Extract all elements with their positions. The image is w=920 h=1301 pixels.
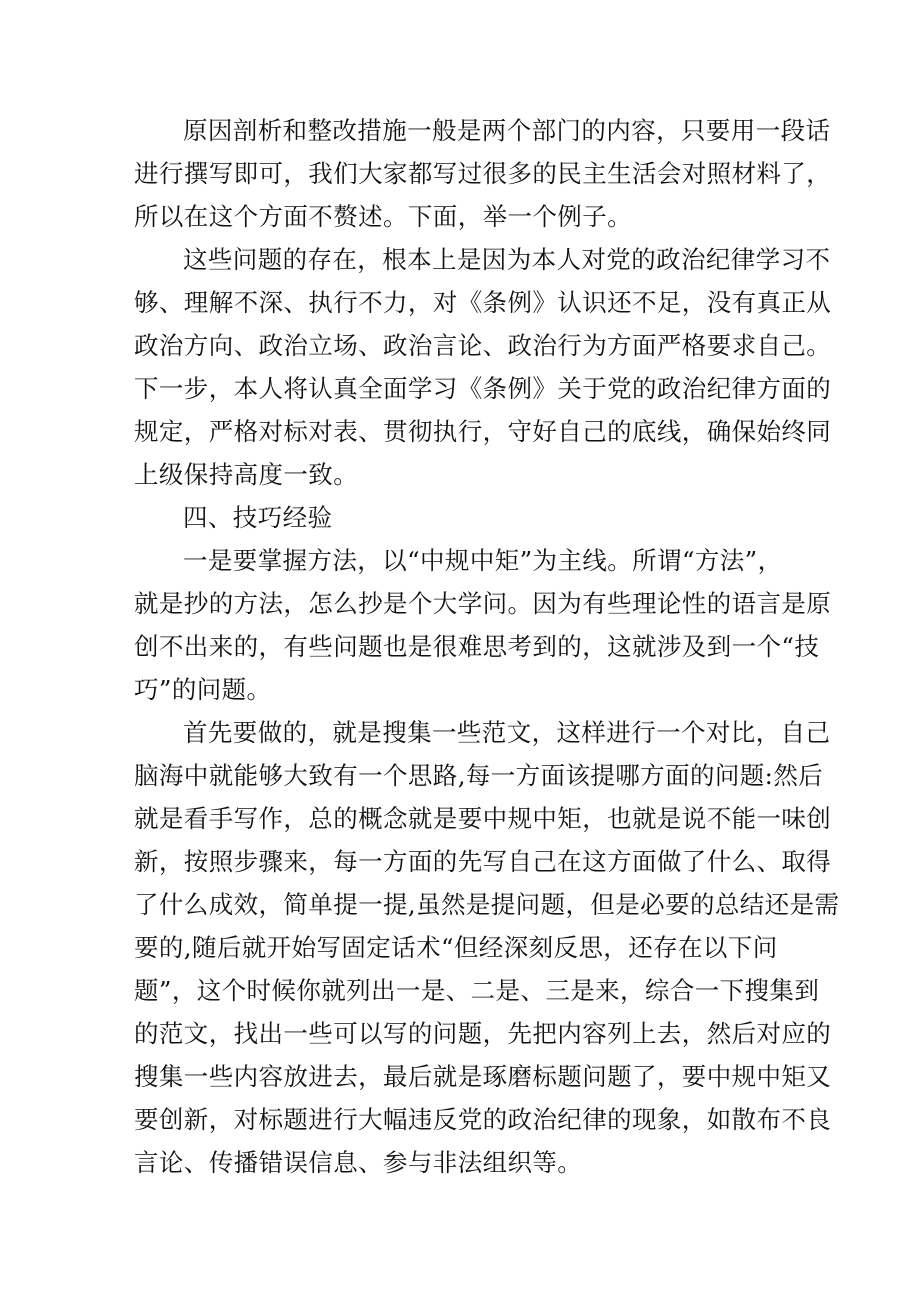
paragraph-1-line-1: 原因剖析和整改措施一般是两个部门的内容，只要用一段话	[183, 116, 831, 145]
paragraph-3-line-4: 巧”的问题。	[134, 675, 272, 704]
paragraph-4-line-8: 的范文，找出一些可以写的问题，先把内容列上去，然后对应的	[134, 1019, 832, 1048]
section-heading: 四、技巧经验	[183, 503, 333, 532]
paragraph-2-line-4: 下一步，本人将认真全面学习《条例》关于党的政治纪律方面的	[134, 374, 832, 403]
paragraph-2-line-3: 政治方向、政治立场、政治言论、政治行为方面严格要求自己。	[134, 331, 832, 360]
paragraph-3-line-2: 就是抄的方法，怎么抄是个大学问。因为有些理论性的语言是原	[134, 589, 832, 618]
paragraph-2-line-6: 上级保持高度一致。	[134, 460, 359, 489]
paragraph-2-line-5: 规定，严格对标对表、贯彻执行，守好自己的底线，确保始终同	[134, 417, 832, 446]
paragraph-1-line-3: 所以在这个方面不赘述。下面，举一个例子。	[134, 202, 632, 231]
paragraph-1-line-2: 进行撰写即可，我们大家都写过很多的民主生活会对照材料了，	[134, 159, 832, 188]
paragraph-2-line-1: 这些问题的存在，根本上是因为本人对党的政治纪律学习不	[183, 245, 831, 274]
paragraph-2-line-2: 够、理解不深、执行不力，对《条例》认识还不足，没有真正从	[134, 288, 832, 317]
paragraph-4-line-6: 要的,随后就开始写固定话术“但经深刻反思，还存在以下问	[134, 933, 778, 962]
paragraph-4-line-9: 搜集一些内容放进去，最后就是琢磨标题问题了，要中规中矩又	[134, 1062, 832, 1091]
paragraph-4-line-5: 了什么成效，简单提一提,虽然是提问题，但是必要的总结还是需	[134, 890, 840, 919]
paragraph-4-line-3: 就是看手写作，总的概念就是要中规中矩，也就是说不能一味创	[134, 804, 832, 833]
paragraph-4-line-1: 首先要做的，就是搜集一些范文，这样进行一个对比，自己	[183, 718, 831, 747]
paragraph-4-line-10: 要创新，对标题进行大幅违反党的政治纪律的现象，如散布不良	[134, 1105, 832, 1134]
paragraph-4-line-2: 脑海中就能够大致有一个思路,每一方面该提哪方面的问题:然后	[134, 761, 824, 790]
paragraph-3-line-1: 一是要掌握方法，以“中规中矩”为主线。所谓“方法”，	[183, 546, 783, 575]
paragraph-3-line-3: 创不出来的，有些问题也是很难思考到的，这就涉及到一个“技	[134, 632, 820, 661]
paragraph-4-line-4: 新，按照步骤来，每一方面的先写自己在这方面做了什么、取得	[134, 847, 832, 876]
paragraph-4-line-11: 言论、传播错误信息、参与非法组织等。	[134, 1148, 583, 1177]
paragraph-4-line-7: 题”，这个时候你就列出一是、二是、三是来，综合一下搜集到	[134, 976, 820, 1005]
